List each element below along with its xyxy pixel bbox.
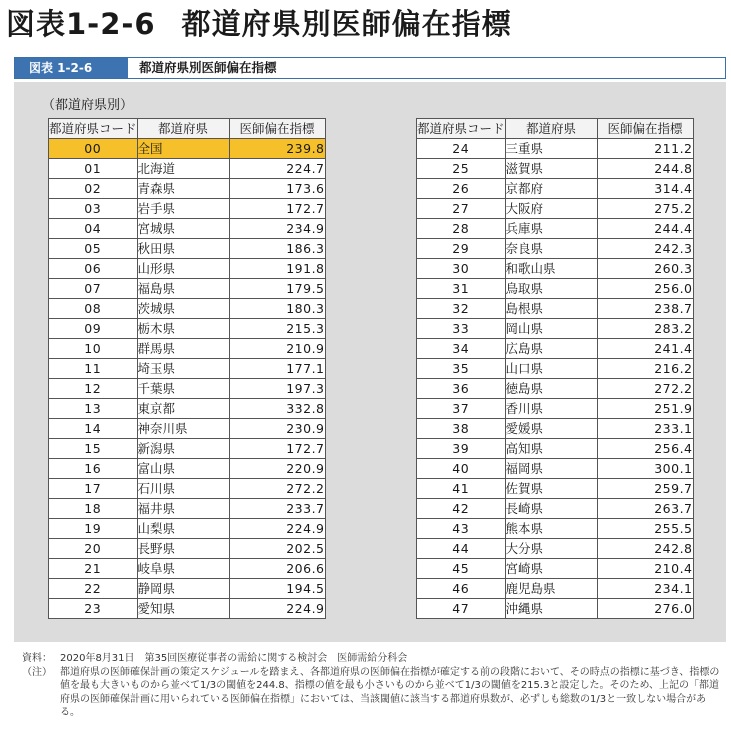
doctor-index-cell: 272.2 [597,379,693,399]
doctor-index-cell: 224.7 [229,159,325,179]
prefecture-name-cell: 長野県 [137,539,229,559]
prefecture-code-cell: 23 [49,599,138,619]
prefecture-code-cell: 13 [49,399,138,419]
table-row [417,279,694,299]
table-row [417,219,694,239]
table-row [417,399,694,419]
prefecture-code-cell: 10 [49,339,138,359]
doctor-index-cell: 260.3 [597,259,693,279]
header-code: 都道府県コード [417,119,506,139]
table-row [49,219,326,239]
prefecture-code-cell: 47 [417,599,506,619]
doctor-index-cell: 191.8 [229,259,325,279]
prefecture-code-cell: 30 [417,259,506,279]
prefecture-name-cell: 愛媛県 [505,419,597,439]
prefecture-name-cell: 福井県 [137,499,229,519]
prefecture-code-cell: 07 [49,279,138,299]
table-row [417,359,694,379]
table-row [49,179,326,199]
prefecture-name-cell: 佐賀県 [505,479,597,499]
doctor-index-cell: 172.7 [229,199,325,219]
prefecture-code-cell: 42 [417,499,506,519]
prefecture-code-cell: 45 [417,559,506,579]
prefecture-code-cell: 31 [417,279,506,299]
doctor-index-cell: 224.9 [229,519,325,539]
prefecture-code-cell: 32 [417,299,506,319]
doctor-index-cell: 314.4 [597,179,693,199]
doctor-index-cell: 186.3 [229,239,325,259]
table-row [417,519,694,539]
prefecture-name-cell: 奈良県 [505,239,597,259]
prefecture-name-cell: 長崎県 [505,499,597,519]
doctor-index-cell: 275.2 [597,199,693,219]
doctor-index-cell: 211.2 [597,139,693,159]
prefecture-name-cell: 熊本県 [505,519,597,539]
prefecture-name-cell: 大阪府 [505,199,597,219]
table-row [49,379,326,399]
table-row [49,299,326,319]
prefecture-code-cell: 33 [417,319,506,339]
prefecture-name-cell: 宮崎県 [505,559,597,579]
doctor-index-cell: 244.8 [597,159,693,179]
header-prefecture: 都道府県 [137,119,229,139]
doctor-index-cell: 179.5 [229,279,325,299]
header-index: 医師偏在指標 [229,119,325,139]
doctor-index-cell: 259.7 [597,479,693,499]
table-row [417,299,694,319]
explanatory-note [22,666,722,720]
prefecture-name-cell: 秋田県 [137,239,229,259]
table-subtitle: （都道府県別） [42,98,134,113]
table-row [417,579,694,599]
prefecture-name-cell: 富山県 [137,459,229,479]
prefecture-code-cell: 15 [49,439,138,459]
prefecture-name-cell: 徳島県 [505,379,597,399]
prefecture-table-left [48,118,326,619]
doctor-index-cell: 276.0 [597,599,693,619]
doctor-index-cell: 194.5 [229,579,325,599]
page-title [6,4,512,44]
prefecture-name-cell: 東京都 [137,399,229,419]
doctor-index-cell: 251.9 [597,399,693,419]
source-text: 2020年8月31日 第35回医療従事者の需給に関する検討会 医師需給分科会 [60,653,408,664]
prefecture-name-cell: 岐阜県 [137,559,229,579]
doctor-index-cell: 255.5 [597,519,693,539]
prefecture-name-cell: 福島県 [137,279,229,299]
table-row [417,459,694,479]
doctor-index-cell: 234.1 [597,579,693,599]
doctor-index-cell: 300.1 [597,459,693,479]
table-row [49,479,326,499]
table-row [417,259,694,279]
prefecture-code-cell: 08 [49,299,138,319]
table-row [49,139,326,159]
doctor-index-cell: 224.9 [229,599,325,619]
source-label: 資料： [22,653,52,664]
prefecture-code-cell: 34 [417,339,506,359]
prefecture-code-cell: 24 [417,139,506,159]
doctor-index-cell: 263.7 [597,499,693,519]
prefecture-code-cell: 40 [417,459,506,479]
prefecture-name-cell: 福岡県 [505,459,597,479]
footnotes [22,652,722,720]
doctor-index-cell: 197.3 [229,379,325,399]
table-row [49,239,326,259]
prefecture-code-cell: 05 [49,239,138,259]
prefecture-code-cell: 35 [417,359,506,379]
table-panel [14,82,726,642]
source-note [22,652,722,666]
prefecture-code-cell: 04 [49,219,138,239]
table-row [49,399,326,419]
doctor-index-cell: 220.9 [229,459,325,479]
doctor-index-cell: 210.4 [597,559,693,579]
prefecture-code-cell: 38 [417,419,506,439]
prefecture-code-cell: 37 [417,399,506,419]
doctor-index-cell: 180.3 [229,299,325,319]
prefecture-code-cell: 27 [417,199,506,219]
prefecture-name-cell: 山口県 [505,359,597,379]
prefecture-code-cell: 39 [417,439,506,459]
prefecture-code-cell: 02 [49,179,138,199]
prefecture-name-cell: 千葉県 [137,379,229,399]
prefecture-name-cell: 静岡県 [137,579,229,599]
table-row [49,279,326,299]
table-row [49,319,326,339]
prefecture-name-cell: 三重県 [505,139,597,159]
figure-tag: 図表 1-2-6 [15,58,128,78]
prefecture-code-cell: 16 [49,459,138,479]
prefecture-name-cell: 石川県 [137,479,229,499]
doctor-index-cell: 272.2 [229,479,325,499]
table-row [417,199,694,219]
prefecture-name-cell: 京都府 [505,179,597,199]
table-row [417,499,694,519]
table-row [417,479,694,499]
doctor-index-cell: 215.3 [229,319,325,339]
table-row [49,519,326,539]
prefecture-code-cell: 01 [49,159,138,179]
prefecture-name-cell: 全国 [137,139,229,159]
prefecture-code-cell: 22 [49,579,138,599]
prefecture-code-cell: 12 [49,379,138,399]
figure-caption-bar [14,57,726,79]
prefecture-name-cell: 鹿児島県 [505,579,597,599]
table-row [417,339,694,359]
doctor-index-cell: 210.9 [229,339,325,359]
table-row [417,539,694,559]
prefecture-code-cell: 36 [417,379,506,399]
prefecture-name-cell: 島根県 [505,299,597,319]
table-row [49,599,326,619]
doctor-index-cell: 234.9 [229,219,325,239]
prefecture-code-cell: 06 [49,259,138,279]
table-row [417,379,694,399]
prefecture-name-cell: 大分県 [505,539,597,559]
table-row [49,439,326,459]
table-row [49,339,326,359]
table-row [417,239,694,259]
note-text: 都道府県の医師確保計画の策定スケジュールを踏まえ、各都道府県の医師偏在指標が確定する前の段階において、その時点の指標に基づき、指標の値を最も大きいものから並べて1/3の閾値を244.8、指標の値を最も小さいものから並べて1/3の閾値を215.3と設定した。そのため、上記の「都道府県の医師確保計画に用いられている医師偏在指標」においては、当該閾値に該当する都道府県数が、必ずしも総数の1/3と一致しない場合がある。 [60,666,720,718]
prefecture-code-cell: 46 [417,579,506,599]
prefecture-name-cell: 新潟県 [137,439,229,459]
doctor-index-cell: 206.6 [229,559,325,579]
prefecture-name-cell: 滋賀県 [505,159,597,179]
table-header-row [49,119,326,139]
table-row [49,499,326,519]
doctor-index-cell: 241.4 [597,339,693,359]
table-row [417,139,694,159]
prefecture-name-cell: 栃木県 [137,319,229,339]
prefecture-name-cell: 岡山県 [505,319,597,339]
prefecture-name-cell: 和歌山県 [505,259,597,279]
table-row [417,179,694,199]
table-row [417,159,694,179]
prefecture-code-cell: 26 [417,179,506,199]
prefecture-code-cell: 03 [49,199,138,219]
table-row [49,199,326,219]
table-row [49,159,326,179]
header-index: 医師偏在指標 [597,119,693,139]
prefecture-code-cell: 44 [417,539,506,559]
header-code: 都道府県コード [49,119,138,139]
prefecture-name-cell: 沖縄県 [505,599,597,619]
table-row [417,559,694,579]
doctor-index-cell: 244.4 [597,219,693,239]
doctor-index-cell: 239.8 [229,139,325,159]
prefecture-name-cell: 鳥取県 [505,279,597,299]
doctor-index-cell: 173.6 [229,179,325,199]
table-row [417,599,694,619]
doctor-index-cell: 242.3 [597,239,693,259]
prefecture-code-cell: 19 [49,519,138,539]
prefecture-table-right [416,118,694,619]
note-label: （注） [22,666,52,678]
prefecture-name-cell: 群馬県 [137,339,229,359]
prefecture-name-cell: 広島県 [505,339,597,359]
figure-caption: 都道府県別医師偏在指標 [139,60,277,75]
doctor-index-cell: 216.2 [597,359,693,379]
table-row [49,539,326,559]
doctor-index-cell: 177.1 [229,359,325,379]
table-row [417,319,694,339]
prefecture-code-cell: 00 [49,139,138,159]
prefecture-name-cell: 岩手県 [137,199,229,219]
prefecture-code-cell: 41 [417,479,506,499]
prefecture-code-cell: 29 [417,239,506,259]
prefecture-name-cell: 北海道 [137,159,229,179]
prefecture-code-cell: 11 [49,359,138,379]
header-prefecture: 都道府県 [505,119,597,139]
prefecture-name-cell: 埼玉県 [137,359,229,379]
prefecture-name-cell: 兵庫県 [505,219,597,239]
table-row [49,359,326,379]
prefecture-name-cell: 山形県 [137,259,229,279]
prefecture-name-cell: 青森県 [137,179,229,199]
doctor-index-cell: 233.7 [229,499,325,519]
doctor-index-cell: 172.7 [229,439,325,459]
prefecture-name-cell: 茨城県 [137,299,229,319]
table-header-row [417,119,694,139]
prefecture-code-cell: 14 [49,419,138,439]
prefecture-code-cell: 20 [49,539,138,559]
doctor-index-cell: 256.4 [597,439,693,459]
prefecture-code-cell: 18 [49,499,138,519]
prefecture-name-cell: 高知県 [505,439,597,459]
doctor-index-cell: 233.1 [597,419,693,439]
doctor-index-cell: 332.8 [229,399,325,419]
doctor-index-cell: 202.5 [229,539,325,559]
prefecture-code-cell: 43 [417,519,506,539]
prefecture-name-cell: 神奈川県 [137,419,229,439]
prefecture-name-cell: 宮城県 [137,219,229,239]
table-row [49,259,326,279]
table-row [49,419,326,439]
prefecture-name-cell: 香川県 [505,399,597,419]
figure-number: 図表1-2-6 [6,7,156,41]
doctor-index-cell: 256.0 [597,279,693,299]
doctor-index-cell: 242.8 [597,539,693,559]
figure-title: 都道府県別医師偏在指標 [181,7,512,41]
prefecture-code-cell: 28 [417,219,506,239]
table-row [49,559,326,579]
prefecture-code-cell: 25 [417,159,506,179]
prefecture-code-cell: 21 [49,559,138,579]
table-row [49,579,326,599]
table-row [417,419,694,439]
prefecture-name-cell: 愛知県 [137,599,229,619]
table-row [49,459,326,479]
doctor-index-cell: 238.7 [597,299,693,319]
doctor-index-cell: 283.2 [597,319,693,339]
prefecture-code-cell: 17 [49,479,138,499]
prefecture-name-cell: 山梨県 [137,519,229,539]
table-row [417,439,694,459]
prefecture-code-cell: 09 [49,319,138,339]
doctor-index-cell: 230.9 [229,419,325,439]
